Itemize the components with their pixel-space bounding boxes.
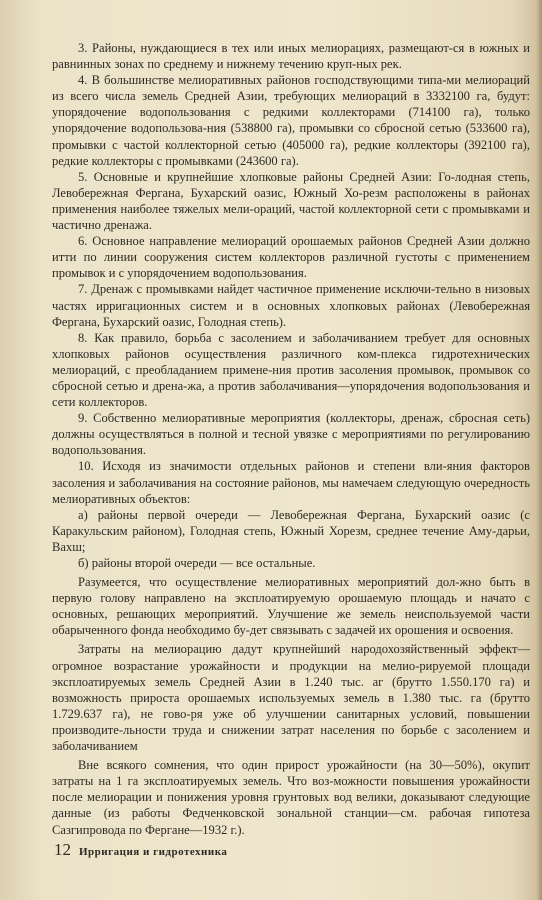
page-number: 12 xyxy=(54,840,71,859)
paragraph-4: 4. В большинстве мелиоративных районов господствующими типа-ми мелиораций из всего числа земель Средней Азии, требующих мелиораций в 3332100 га, будут: упорядочение водопользования с редкими коллекторами (714100 га), только упорядочение водопользова-ния (538800 га), промывки со сбросной сетью (533600 га), промывки с частой коллекторной сетью (405000 га), редкие коллекторы (392100 га), редкие коллекторы с промывками (243600 га). xyxy=(52,73,530,168)
paragraph-5: 5. Основные и крупнейшие хлопковые районы Средней Азии: Го-лодная степь, Левобережная Фергана, Бухарский оазис, Южный Хо-резм расположены в районах применения наиболее тяжелых мели-ораций, частой коллекторной сети с промывками и частично дренажа. xyxy=(52,169,530,233)
page-edge-shadow xyxy=(536,0,542,900)
paragraph-3: 3. Районы, нуждающиеся в тех или иных мелиорациях, размещают-ся в южных и равнинных зонах по среднему и нижнему течению круп-ных рек. xyxy=(52,41,530,72)
list-item-a: а) районы первой очереди — Левобережная Фергана, Бухарский оазис (с Каракульским районом), Голодная степь, Южный Хорезм, среднее течение Аму-дарьи, Вахш; xyxy=(52,507,530,554)
running-head: Ирригация и гидротехника xyxy=(79,846,228,858)
paragraph-implementation: Разумеется, что осуществление мелиоративных мероприятий дол-жно быть в первую голову направлено на эксплоатируемую орошаемую площадь и начато с основных, решающих мероприятий. Улучшение же земель неиспользуемой части обарыченного фонда необходимо бу-дет связывать с задачей их орошения и освоения. xyxy=(52,575,530,638)
paragraph-8: 8. Как правило, борьба с засолением и заболачиванием требует для основных хлопковых районов осуществления различного ком-плекса гидротехнических мелиораций, с преобладанием примене-ния против засоления промывок, промывок со сбросной сетью и дрена-жа, а против заболачивания—упорядочения водопользования и сети коллекторов. xyxy=(52,330,530,410)
paragraph-10: 10. Исходя из значимости отдельных районов и степени вли-яния факторов засоления и заболачивания на состояние районов, мы намечаем следующую очередность мелиоративных объектов: xyxy=(52,459,530,506)
page-footer xyxy=(54,840,227,860)
paragraph-6: 6. Основное направление мелиораций орошаемых районов Средней Азии должно итти по линии сооружения систем коллекторов различной густоты с применением промывок и с упорядочением водопользования. xyxy=(52,234,530,281)
list-item-b: б) районы второй очереди — все остальные. xyxy=(78,556,316,570)
body-text xyxy=(52,40,530,838)
paragraph-9: 9. Собственно мелиоративные мероприятия (коллекторы, дренаж, сбросная сеть) должны осуществляться в полной и тесной увязке с мероприятиями по регулированию водопользования. xyxy=(52,411,530,458)
paragraph-yield: Вне всякого сомнения, что один прирост урожайности (на 30—50%), окупит затраты на 1 га эксплоатируемых земель. Что воз-можности повышения урожайности после мелиорации и понижения уровня грунтовых вод велики, доказывают следующие данные (из работы Федченковской зональной станции—см. рабочая гипотеза Сазгипровода по Фергане—1932 г.). xyxy=(52,758,530,837)
paragraph-7: 7. Дренаж с промывками найдет частичное применение исключи-тельно в низовых частях ирригационных систем и в основных хлопковых районах (Левобережная Фергана, Бухарский оазис, Голодная степь). xyxy=(52,282,530,329)
paragraph-costs: Затраты на мелиорацию дадут крупнейший народохозяйственный эффект—огромное возрастание урожайности и продукции на мелио-рируемой площади эксплоатируемых земель Средней Азии в 1.240 тыс. аг (брутто 1.550.170 га) и возможность прироста орошаемых используемых земель в 1.380 тыс. га (брутто 1.729.637 га), не гово-ря уже об улучшении санитарных условий, повышении производите-льности труда и снижении затрат населения по борьбе с засолением и заболачиванием xyxy=(52,642,530,754)
